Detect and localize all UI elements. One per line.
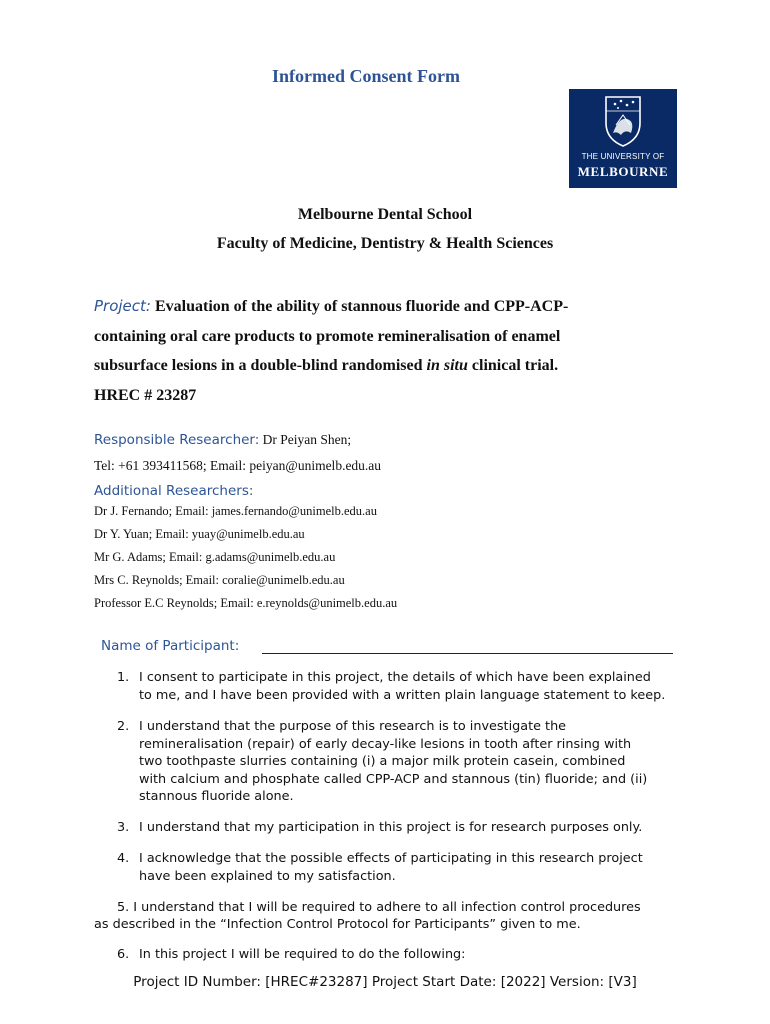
statement-text: 5. I understand that I will be required to adhere to all infection control procedures [117,900,641,915]
researcher-item: Mrs C. Reynolds; Email: coralie@unimelb.edu.au [94,573,345,587]
responsible-researcher-name: Dr Peiyan Shen; [259,432,352,447]
statement-text: I consent to participate in this project, the details of which have been explained to me, and I have been provided with a written plain language statement to keep. [139,670,666,703]
researcher-item: Dr J. Fernando; Email: james.fernando@unimelb.edu.au [94,504,377,518]
statement-text: I acknowledge that the possible effects of participating in this research project have been explained to my satisfaction. [139,851,643,884]
statement-text-continued: as described in the “Infection Control Protocol for Participants” given to me. [94,917,581,932]
faculty-name: Faculty of Medicine, Dentistry & Health Sciences [216,235,554,252]
hrec-number: HREC # 23287 [94,386,197,404]
responsible-researcher-contact: Tel: +61 393411568; Email: peiyan@unimelb.edu.au [94,458,382,473]
researcher-item: Mr G. Adams; Email: g.adams@unimelb.edu.au [94,550,336,564]
statement-text: I understand that the purpose of this research is to investigate the remineralisation (repair) of early decay-like lesions in tooth after rinsing with two toothpaste slurries containing (i) a major milk protein casein, combined with calcium and phosphate called CPP-ACP and stannous (tin) fluoride; and (ii) stannous fluoride alone. [139,719,648,805]
page-footer: Project ID Number: [HREC#23287] Project Start Date: [2022] Version: [V3] [133,974,637,990]
responsible-researcher [94,431,351,449]
project-line-2: containing oral care products to promote remineralisation of enamel [94,327,561,345]
participant-name-field[interactable] [262,653,673,654]
statement-number: 4. [117,851,130,866]
project-label: Project: [94,297,151,315]
researcher-item: Dr Y. Yuan; Email: yuay@unimelb.edu.au [94,527,305,541]
additional-researchers-label: Additional Researchers: [94,483,254,499]
project-line-3: subsurface lesions in a double-blind randomised in situ clinical trial. [94,357,559,375]
statement-text: I understand that my participation in this project is for research purposes only. [139,820,643,835]
school-name: Melbourne Dental School [297,206,473,223]
statement-text: In this project I will be required to do the following: [139,947,466,962]
statement-number: 5. [117,900,130,915]
participant-name-label: Name of Participant: [101,638,240,654]
statement-number: 1. [117,670,130,685]
project-line-1: Project: Evaluation of the ability of stannous fluoride and CPP-ACP- [94,297,569,315]
responsible-researcher-label: Responsible Researcher: [94,432,260,448]
statement-number: 3. [117,820,130,835]
logo-text-line2: MELBOURNE [577,164,669,179]
document-title: Informed Consent Form [272,66,460,86]
statement-number: 2. [117,719,130,734]
logo-text-line1: THE UNIVERSITY OF [581,152,665,161]
statement-number: 6. [117,947,130,962]
project-block [94,292,704,410]
researcher-item: Professor E.C Reynolds; Email: e.reynolds@unimelb.edu.au [94,596,398,610]
university-logo [569,89,677,188]
